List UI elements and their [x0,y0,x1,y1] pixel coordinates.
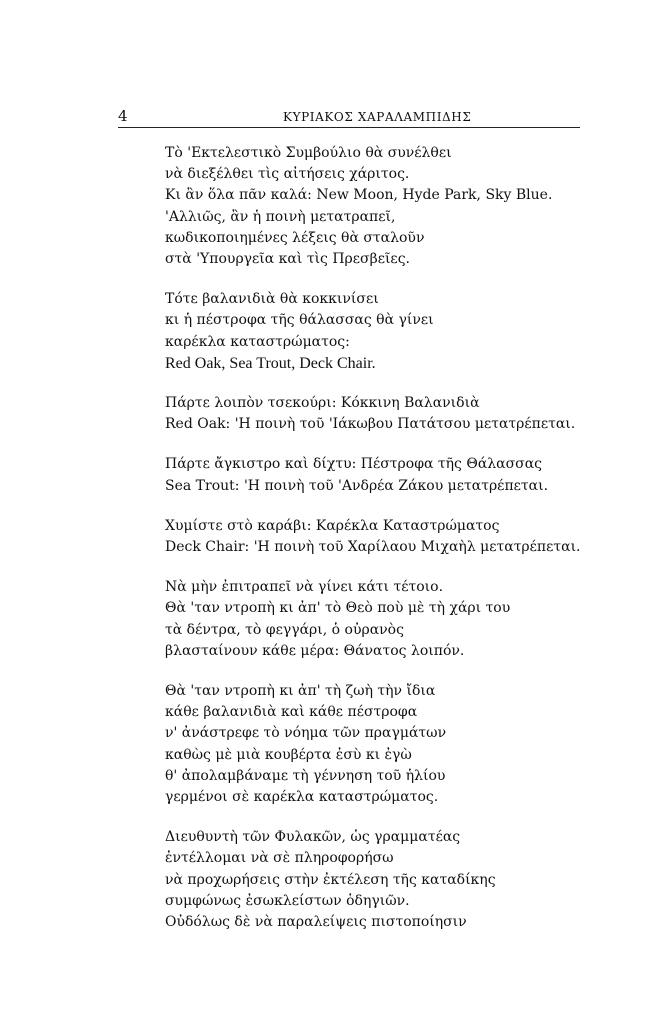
running-head: ΚΥΡΙΑΚΟΣ ΧΑΡΑΛΑΜΠΙΔΗΣ [283,110,472,124]
poem-line: νὰ διεξέλθει τὶς αἰτήσεις χάριτος. [165,166,410,183]
poem-line: κάθε βαλανιδιὰ καὶ κάθε πέστροφα [165,704,418,721]
poem-line: κι ἡ πέστροφα τῆς θάλασσας θὰ γίνει [165,312,434,329]
stanza-7 [165,681,625,808]
stanza-5 [165,516,625,558]
poem-line: Κι ἂν ὅλα πᾶν καλά: New Moon, Hyde Park, Sky Blue. [165,187,553,204]
poem-line: 'Αλλιῶς, ἂν ἡ ποινὴ μετατραπεῖ, [165,208,396,225]
poem-body [165,143,625,952]
stanza-6 [165,577,625,662]
poem-line: γερμένοι σὲ καρέκλα καταστρώματος. [165,789,439,806]
poem-line: τὰ δέντρα, τὸ φεγγάρι, ὁ οὐρανὸς [165,621,404,638]
poem-line: κωδικοποιημένες λέξεις θὰ σταλοῦν [165,229,425,246]
page-number: 4 [118,107,128,125]
poem-line: Οὐδόλως δὲ νὰ παραλείψεις πιστοποίησιν [165,914,467,931]
stanza-2 [165,289,625,374]
poem-line: Χυμίστε στὸ καράβι: Καρέκλα Καταστρώματος [165,517,500,534]
poem-line: καθὼς μὲ μιὰ κουβέρτα ἐσὺ κι ἐγὼ [165,746,412,763]
page-header [118,105,580,128]
poem-line: στὰ 'Υπουργεῖα καὶ τὶς Πρεσβεῖες. [165,251,410,268]
poem-line: Θὰ 'ταν ντροπὴ κι ἀπ' τὴ ζωὴ τὴν ἴδια [165,683,436,700]
poem-line: ν' ἀνάστρεφε τὸ νόημα τῶν πραγμάτων [165,725,447,742]
poem-line: Θὰ 'ταν ντροπὴ κι ἀπ' τὸ Θεὸ ποὺ μὲ τὴ χάρι του [165,600,511,617]
stanza-4 [165,454,625,496]
poem-line: ἐντέλλομαι νὰ σὲ πληροφορήσω [165,850,394,867]
stanza-1 [165,143,625,270]
poem-line: Πάρτε ἄγκιστρο καὶ δίχτυ: Πέστροφα τῆς Θάλασσας [165,456,543,473]
poem-line: Τὸ 'Εκτελεστικὸ Συμβούλιο θὰ συνέλθει [165,145,452,161]
poem-line: βλασταίνουν κάθε μέρα: Θάνατος λοιπόν. [165,642,465,659]
poem-line: Διευθυντὴ τῶν Φυλακῶν, ὡς γραμματέας [165,829,461,846]
poem-line: Πάρτε λοιπὸν τσεκούρι: Κόκκινη Βαλανιδιὰ [165,395,480,412]
poem-line: συμφώνως ἐσωκλείστων ὁδηγιῶν. [165,892,410,909]
poem-line: νὰ προχωρήσεις στὴν ἐκτέλεση τῆς καταδίκης [165,871,496,888]
poem-line: Red Oak: 'Η ποινὴ τοῦ 'Ιάκωβου Πατάτσου μετατρέπεται. [165,416,576,433]
poem-line: Red Oak, Sea Trout, Deck Chair. [165,354,376,372]
poem-line: Sea Trout: 'Η ποινὴ τοῦ 'Ανδρέα Ζάκου μετατρέπεται. [165,477,549,494]
poem-line: Νὰ μὴν ἐπιτραπεῖ νὰ γίνει κάτι τέτοιο. [165,579,444,596]
poem-line: θ' ἀπολαμβάναμε τὴ γέννηση τοῦ ἡλίου [165,767,446,784]
poem-line: καρέκλα καταστρώματος: [165,333,350,350]
stanza-3 [165,393,625,435]
stanza-8 [165,827,625,933]
poem-line: Deck Chair: 'Η ποινὴ τοῦ Χαρίλαου Μιχαὴλ μετατρέπεται. [165,539,581,556]
poem-line: Τότε βαλανιδιὰ θὰ κοκκινίσει [165,291,379,308]
